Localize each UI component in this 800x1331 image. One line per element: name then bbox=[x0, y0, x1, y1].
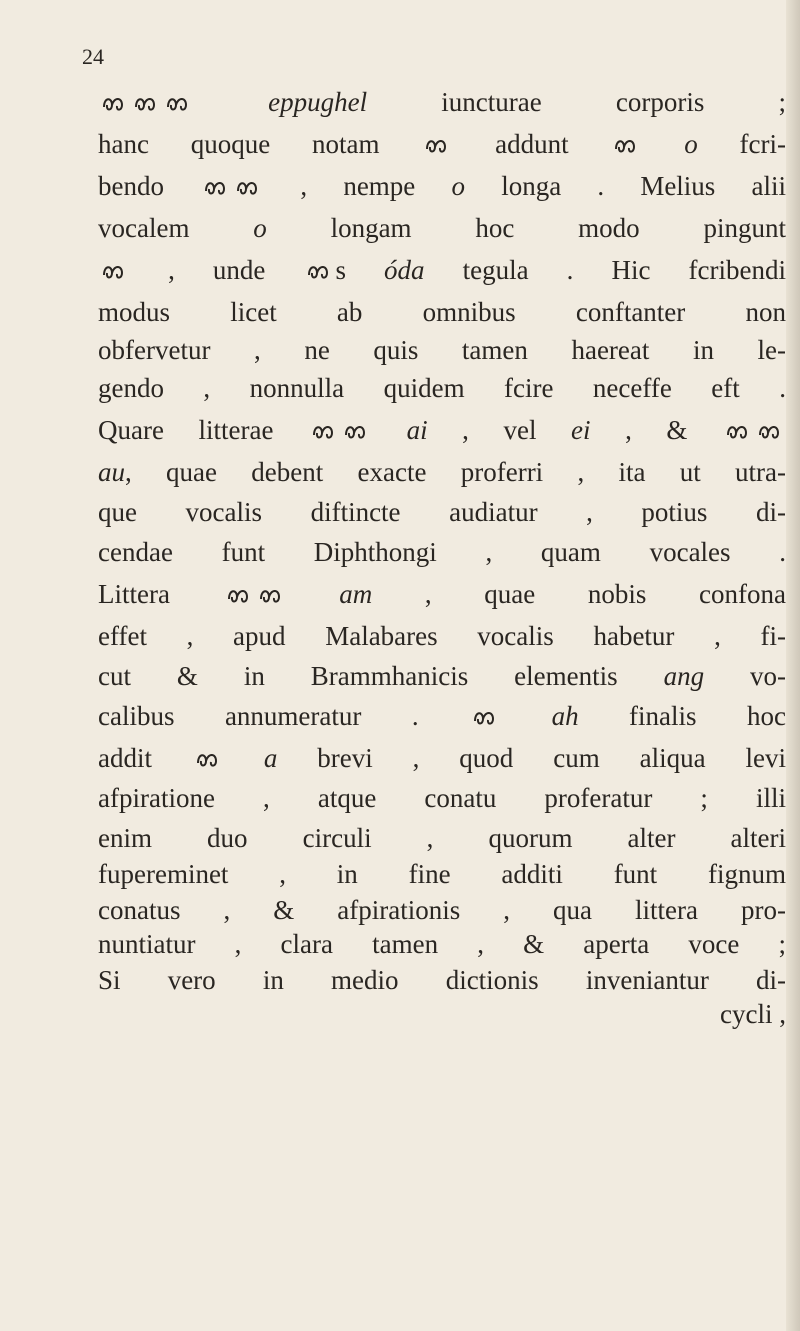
text-run: Littera bbox=[98, 579, 223, 609]
text-run: addunt bbox=[453, 129, 611, 159]
text-run: finalis hoc bbox=[578, 701, 786, 731]
malayalam-glyph-icon bbox=[758, 419, 782, 449]
text-run: nuntiatur , clara tamen , & aperta voce ; bbox=[98, 929, 786, 959]
italic-run: ai bbox=[406, 415, 428, 445]
malayalam-glyph-icon bbox=[312, 419, 336, 449]
text-run: s bbox=[335, 255, 385, 285]
text-run bbox=[642, 129, 684, 159]
italic-run: o bbox=[253, 213, 267, 243]
malayalam-glyph-icon bbox=[166, 91, 190, 121]
text-run: fcri- bbox=[697, 129, 786, 159]
text-line bbox=[98, 296, 786, 328]
text-run: enim duo circuli , quorum alter alteri bbox=[98, 823, 786, 853]
text-run bbox=[501, 701, 551, 731]
text-run: hanc quoque notam bbox=[98, 129, 422, 159]
italic-run: ang bbox=[663, 661, 705, 691]
text-run: tegula . Hic fcribendi bbox=[424, 255, 786, 285]
text-line bbox=[98, 496, 786, 528]
text-run: obfervetur , ne quis tamen haereat in le- bbox=[98, 335, 786, 365]
malayalam-glyph-icon bbox=[307, 259, 331, 289]
text-run: , vel bbox=[427, 415, 572, 445]
text-line bbox=[98, 928, 786, 960]
italic-run: ei bbox=[571, 415, 591, 445]
text-line bbox=[98, 86, 786, 122]
malayalam-glyph-icon bbox=[102, 91, 126, 121]
italic-run: óda bbox=[384, 255, 425, 285]
text-run: conatus , & afpirationis , qua littera pro- bbox=[98, 895, 786, 925]
italic-run: eppughel bbox=[268, 87, 368, 117]
text-line bbox=[98, 414, 786, 450]
text-line bbox=[98, 456, 786, 488]
text-run: gendo , nonnulla quidem fcire neceffe eft . bbox=[98, 373, 786, 403]
text-run: addit bbox=[98, 743, 192, 773]
text-line bbox=[98, 620, 786, 652]
malayalam-glyph-icon bbox=[102, 259, 126, 289]
page-edge bbox=[786, 0, 800, 1331]
text-run: que vocalis diftincte audiatur , potius di- bbox=[98, 497, 786, 527]
italic-run: o bbox=[451, 171, 465, 201]
text-line bbox=[98, 254, 786, 290]
italic-run: au bbox=[98, 457, 125, 487]
text-run: iuncturae corporis ; bbox=[367, 87, 786, 117]
text-run: Quare litterae bbox=[98, 415, 309, 445]
text-run: Si vero in medio dictionis inveniantur di- bbox=[98, 965, 786, 995]
malayalam-glyph-icon bbox=[134, 91, 158, 121]
malayalam-glyph-icon bbox=[236, 175, 260, 205]
text-run bbox=[194, 87, 268, 117]
malayalam-glyph-icon bbox=[425, 133, 449, 163]
text-line bbox=[98, 700, 786, 736]
text-run: effet , apud Malabares vocalis habetur , fi- bbox=[98, 621, 786, 651]
text-run bbox=[224, 743, 264, 773]
text-run: vo- bbox=[704, 661, 786, 691]
text-line bbox=[98, 894, 786, 926]
malayalam-glyph-icon bbox=[259, 583, 283, 613]
text-run: , quae debent exacte proferri , ita ut utra- bbox=[125, 457, 786, 487]
text-run: , quae nobis confona bbox=[372, 579, 786, 609]
text-run: brevi , quod cum aliqua levi bbox=[277, 743, 786, 773]
italic-run: o bbox=[684, 129, 698, 159]
malayalam-glyph-icon bbox=[204, 175, 228, 205]
text-line bbox=[98, 170, 786, 206]
text-line bbox=[98, 964, 786, 996]
malayalam-glyph-icon bbox=[473, 705, 497, 735]
italic-run: am bbox=[339, 579, 373, 609]
text-line bbox=[98, 858, 786, 890]
text-line bbox=[98, 536, 786, 568]
text-run: vocalem bbox=[98, 213, 254, 243]
text-run: bendo bbox=[98, 171, 201, 201]
text-run: calibus annumeratur . bbox=[98, 701, 470, 731]
text-run: , nempe bbox=[264, 171, 452, 201]
text-line bbox=[98, 372, 786, 404]
text-line bbox=[98, 212, 786, 244]
text-line bbox=[98, 742, 786, 778]
malayalam-glyph-icon bbox=[726, 419, 750, 449]
italic-run: ah bbox=[551, 701, 579, 731]
malayalam-glyph-icon bbox=[196, 747, 220, 777]
italic-run: a bbox=[263, 743, 278, 773]
text-line bbox=[98, 660, 786, 692]
text-run: fupereminet , in fine additi funt fignum bbox=[98, 859, 786, 889]
malayalam-glyph-icon bbox=[227, 583, 251, 613]
text-run: cendae funt Diphthongi , quam vocales . bbox=[98, 537, 786, 567]
text-run bbox=[372, 415, 407, 445]
text-run: longam hoc modo pingunt bbox=[266, 213, 786, 243]
text-line bbox=[98, 782, 786, 814]
text-run: , unde bbox=[130, 255, 304, 285]
text-run: cycli , bbox=[720, 999, 786, 1029]
text-run: cut & in Brammhanicis elementis bbox=[98, 661, 664, 691]
text-run: afpiratione , atque conatu proferatur ; illi bbox=[98, 783, 786, 813]
text-line bbox=[98, 578, 786, 614]
text-line bbox=[98, 998, 786, 1030]
text-run: longa . Melius alii bbox=[465, 171, 786, 201]
text-run: modus licet ab omnibus conftanter non bbox=[98, 297, 786, 327]
malayalam-glyph-icon bbox=[614, 133, 638, 163]
text-line bbox=[98, 128, 786, 164]
page-number: 24 bbox=[82, 44, 104, 69]
text-line bbox=[98, 334, 786, 366]
text-run: , & bbox=[590, 415, 722, 445]
text-run bbox=[287, 579, 340, 609]
text-line bbox=[98, 822, 786, 854]
malayalam-glyph-icon bbox=[344, 419, 368, 449]
